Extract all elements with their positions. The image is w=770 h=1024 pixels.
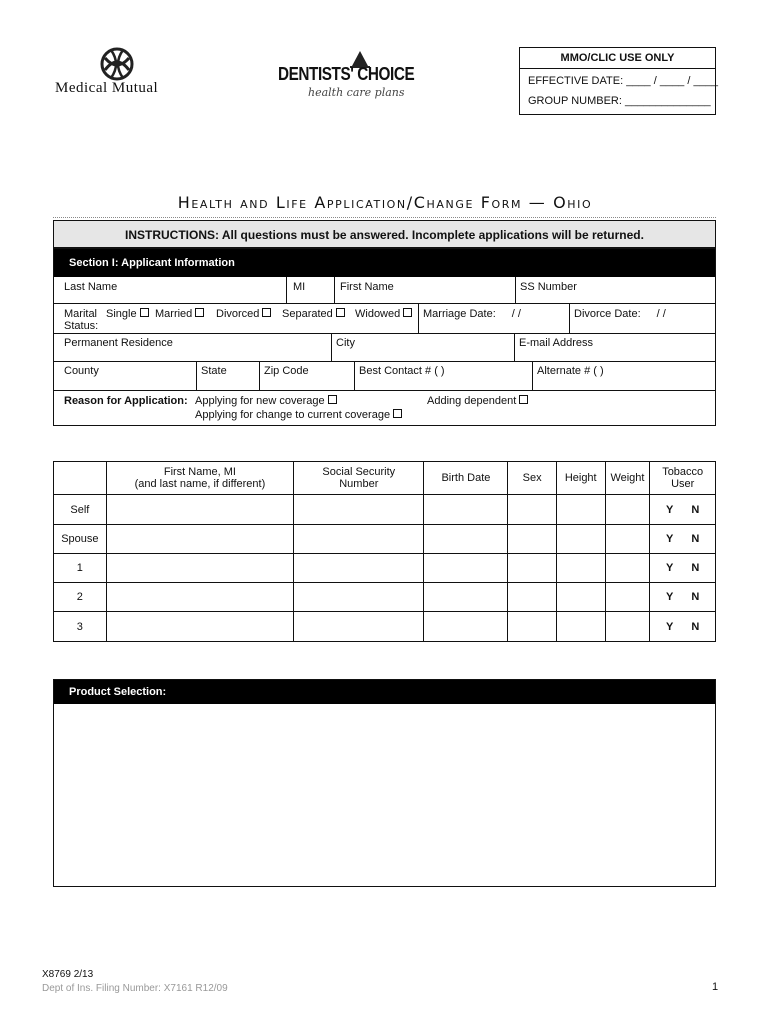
tobacco-no[interactable]: N	[691, 533, 700, 545]
name-cell[interactable]	[106, 525, 293, 554]
dentists-choice-wordmark: DENTISTS' CHOICE	[278, 64, 415, 84]
tobacco-cell[interactable]	[650, 495, 716, 525]
height-cell[interactable]	[556, 554, 605, 583]
tobacco-yes[interactable]: Y	[666, 503, 674, 516]
first-name-field[interactable]: First Name	[340, 281, 394, 293]
change-coverage-checkbox[interactable]	[393, 409, 402, 418]
tobacco-no[interactable]: N	[691, 591, 700, 603]
filing-number: Dept of Ins. Filing Number: X7161 R12/09	[42, 983, 228, 994]
name-cell[interactable]	[106, 554, 293, 583]
tobacco-cell[interactable]	[650, 525, 716, 554]
tobacco-no[interactable]: N	[691, 620, 700, 633]
option-separated[interactable]: Separated	[282, 308, 345, 320]
table-row	[54, 583, 716, 612]
header-ssn: Social Security Number	[294, 462, 424, 495]
ssn-cell[interactable]	[294, 583, 424, 612]
last-name-field[interactable]: Last Name	[64, 281, 118, 293]
table-row	[54, 525, 716, 554]
birth-date-cell[interactable]	[424, 583, 508, 612]
section-header: Section I: Applicant Information	[54, 249, 715, 277]
table-row	[54, 495, 716, 525]
birth-date-cell[interactable]	[424, 525, 508, 554]
ssn-cell[interactable]	[294, 554, 424, 583]
alternate-phone-field[interactable]: Alternate # ( )	[537, 365, 604, 377]
row-label: 2	[54, 583, 107, 612]
weight-cell[interactable]	[605, 612, 650, 642]
birth-date-cell[interactable]	[424, 612, 508, 642]
option-married[interactable]: Married	[155, 308, 204, 320]
sex-cell[interactable]	[508, 554, 556, 583]
weight-cell[interactable]	[605, 554, 650, 583]
name-cell[interactable]	[106, 612, 293, 642]
medical-mutual-logo	[55, 46, 195, 102]
height-cell[interactable]	[556, 525, 605, 554]
tobacco-cell[interactable]	[650, 612, 716, 642]
widowed-checkbox[interactable]	[403, 308, 412, 317]
email-field[interactable]: E-mail Address	[519, 337, 593, 349]
reason-label: Reason for Application:	[64, 395, 188, 407]
ss-number-field[interactable]: SS Number	[520, 281, 577, 293]
city-field[interactable]: City	[336, 337, 355, 349]
covered-persons-table	[53, 461, 716, 642]
sex-cell[interactable]	[508, 525, 556, 554]
page-number: 1	[712, 981, 719, 993]
instructions-banner: INSTRUCTIONS: All questions must be answered. Incomplete applications will be returned.	[53, 220, 716, 248]
product-selection-header: Product Selection:	[54, 680, 715, 704]
single-checkbox[interactable]	[140, 308, 149, 317]
sex-cell[interactable]	[508, 612, 556, 642]
weight-cell[interactable]	[605, 583, 650, 612]
tobacco-yes[interactable]: Y	[666, 620, 674, 633]
sex-cell[interactable]	[508, 583, 556, 612]
option-widowed[interactable]: Widowed	[355, 308, 412, 320]
height-cell[interactable]	[556, 583, 605, 612]
married-checkbox[interactable]	[195, 308, 204, 317]
height-cell[interactable]	[556, 495, 605, 525]
sex-cell[interactable]	[508, 495, 556, 525]
product-selection-section	[53, 679, 716, 887]
reason-adding-dependent[interactable]: Adding dependent	[427, 395, 528, 407]
row-label: Self	[54, 495, 107, 525]
header-height: Height	[556, 462, 605, 495]
office-use-header: MMO/CLIC USE ONLY	[520, 48, 715, 69]
row-label: 3	[54, 612, 107, 642]
height-cell[interactable]	[556, 612, 605, 642]
table-row	[54, 612, 716, 642]
tobacco-cell[interactable]	[650, 583, 716, 612]
header-name: First Name, MI (and last name, if different)	[106, 462, 293, 495]
header-weight: Weight	[605, 462, 650, 495]
zip-code-field[interactable]: Zip Code	[264, 365, 309, 377]
table-header-row	[54, 462, 716, 495]
tobacco-yes[interactable]: Y	[666, 562, 674, 574]
option-single[interactable]: Single	[106, 308, 149, 320]
form-number: X8769 2/13	[42, 969, 94, 980]
row-label: Spouse	[54, 525, 107, 554]
dentists-choice-tagline: health care plans	[308, 86, 405, 99]
product-selection-area[interactable]	[54, 704, 715, 886]
name-cell[interactable]	[106, 495, 293, 525]
tobacco-no[interactable]: N	[691, 503, 700, 516]
table-row	[54, 554, 716, 583]
county-field[interactable]: County	[64, 365, 99, 377]
state-field[interactable]: State	[201, 365, 227, 377]
medical-mutual-emblem-icon	[99, 46, 135, 82]
header-tobacco: Tobacco User	[650, 462, 716, 495]
reason-new-coverage[interactable]: Applying for new coverage	[195, 395, 337, 407]
weight-cell[interactable]	[605, 525, 650, 554]
header-sex: Sex	[508, 462, 556, 495]
ssn-cell[interactable]	[294, 525, 424, 554]
tobacco-yes[interactable]: Y	[666, 591, 674, 603]
reason-change-coverage[interactable]: Applying for change to current coverage	[195, 409, 402, 421]
ssn-cell[interactable]	[294, 495, 424, 525]
page-title: Health and Life Application/Change Form — Ohio	[177, 193, 593, 212]
marriage-date-field[interactable]: Marriage Date: / /	[423, 308, 521, 320]
tobacco-cell[interactable]	[650, 554, 716, 583]
adding-dependent-checkbox[interactable]	[519, 395, 528, 404]
tobacco-no[interactable]: N	[691, 562, 700, 574]
best-contact-field[interactable]: Best Contact # ( )	[359, 365, 445, 377]
ssn-cell[interactable]	[294, 612, 424, 642]
effective-date-field[interactable]: EFFECTIVE DATE: ____ / ____ / ____	[528, 75, 718, 87]
group-number-field[interactable]: GROUP NUMBER: ______________	[528, 95, 711, 107]
option-divorced[interactable]: Divorced	[216, 308, 271, 320]
divorced-checkbox[interactable]	[262, 308, 271, 317]
row-label: 1	[54, 554, 107, 583]
new-coverage-checkbox[interactable]	[328, 395, 337, 404]
name-cell[interactable]	[106, 583, 293, 612]
divorce-date-field[interactable]: Divorce Date: / /	[574, 308, 666, 320]
birth-date-cell[interactable]	[424, 554, 508, 583]
birth-date-cell[interactable]	[424, 495, 508, 525]
title-rule	[53, 217, 716, 219]
section-applicant-info	[53, 248, 716, 426]
office-use-box	[519, 47, 716, 115]
medical-mutual-wordmark: Medical Mutual	[55, 80, 159, 96]
header-birth-date: Birth Date	[424, 462, 508, 495]
dentists-choice-logo	[278, 50, 428, 104]
separated-checkbox[interactable]	[336, 308, 345, 317]
mi-field[interactable]: MI	[293, 281, 306, 293]
permanent-residence-field[interactable]: Permanent Residence	[64, 337, 173, 349]
marital-status-label: Status:	[64, 320, 99, 332]
marital-label: Marital	[64, 308, 98, 320]
weight-cell[interactable]	[605, 495, 650, 525]
tobacco-yes[interactable]: Y	[666, 533, 674, 545]
